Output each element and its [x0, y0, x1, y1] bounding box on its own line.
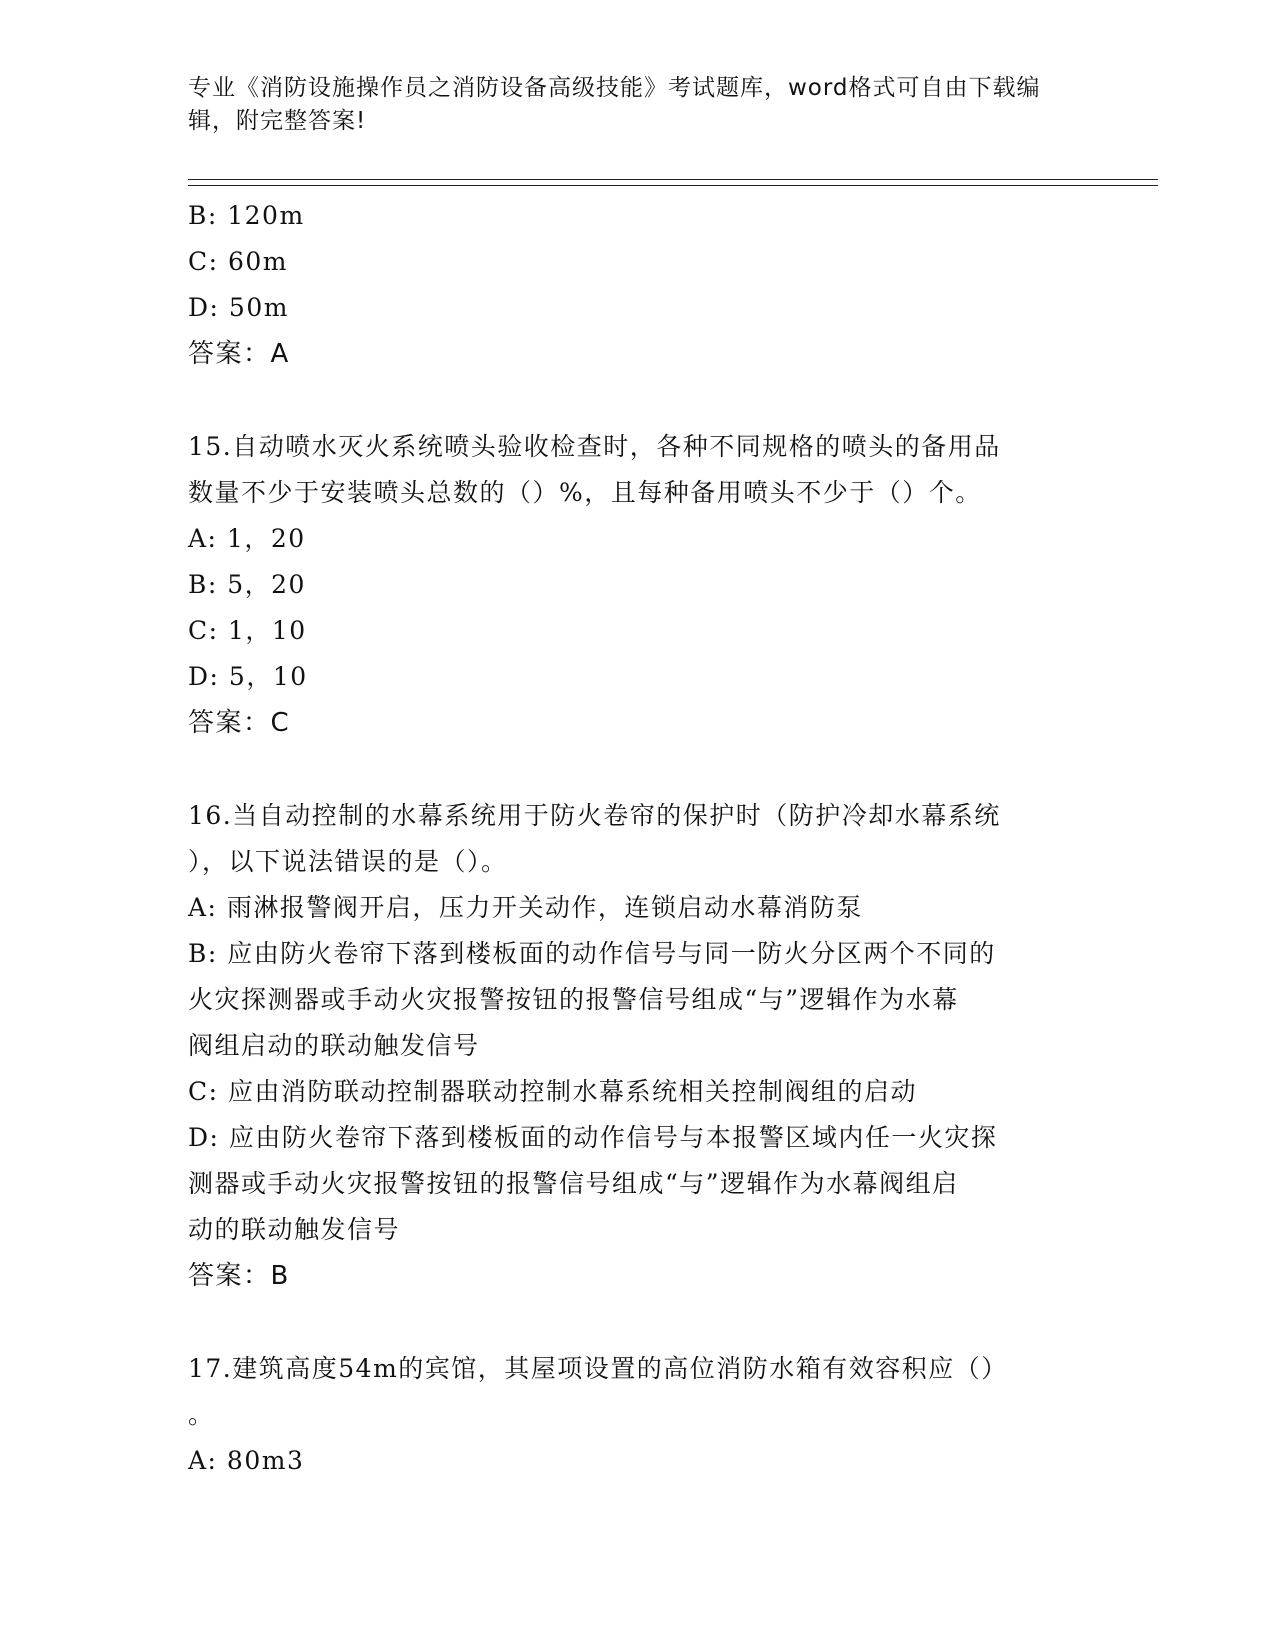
option-d: D: 50m: [188, 293, 289, 322]
option-b: B: 5，20: [188, 570, 306, 599]
question-15-line-1: 15.自动喷水灭火系统喷头验收检查时，各种不同规格的喷头的备用品: [188, 432, 1001, 461]
question-17-line-1: 17.建筑高度54m的宾馆，其屋项设置的高位消防水箱有效容积应（）: [188, 1354, 1008, 1383]
option-c: C: 应由消防联动控制器联动控制水幕系统相关控制阀组的启动: [188, 1077, 918, 1106]
option-c: C: 60m: [188, 247, 289, 276]
answer: 答案：C: [188, 708, 291, 738]
option-d-line-1: D: 应由防火卷帘下落到楼板面的动作信号与本报警区域内任一火灾探: [188, 1123, 998, 1152]
header-line-1: 专业《消防设施操作员之消防设备高级技能》考试题库，word格式可自由下载编: [188, 75, 1041, 101]
option-d-line-2: 测器或手动火灾报警按钮的报警信号组成“与”逻辑作为水幕阀组启: [188, 1169, 959, 1198]
option-a: A: 1，20: [188, 524, 306, 553]
question-16-line-1: 16.当自动控制的水幕系统用于防火卷帘的保护时（防护冷却水幕系统: [188, 801, 1001, 830]
option-c: C: 1，10: [188, 616, 307, 645]
header-divider-bottom: [188, 185, 1158, 186]
document-header: [188, 72, 1088, 138]
option-a: A: 80m3: [188, 1446, 305, 1475]
question-content: [188, 193, 1088, 1484]
question-17-line-2: 。: [188, 1400, 215, 1429]
option-a: A: 雨淋报警阀开启，压力开关动作，连锁启动水幕消防泵: [188, 893, 863, 922]
answer: 答案：B: [188, 1261, 290, 1291]
option-b-line-2: 火灾探测器或手动火灾报警按钮的报警信号组成“与”逻辑作为水幕: [188, 985, 959, 1014]
question-16-line-2: ），以下说法错误的是（）。: [188, 847, 508, 876]
option-b-line-3: 阀组启动的联动触发信号: [188, 1031, 480, 1060]
option-d-line-3: 动的联动触发信号: [188, 1215, 401, 1244]
question-15-line-2: 数量不少于安装喷头总数的（）%，且每种备用喷头不少于（）个。: [188, 478, 982, 507]
option-b-line-1: B: 应由防火卷帘下落到楼板面的动作信号与同一防火分区两个不同的: [188, 939, 996, 968]
option-b: B: 120m: [188, 201, 305, 230]
option-d: D: 5，10: [188, 662, 308, 691]
header-line-2: 辑，附完整答案!: [188, 108, 367, 134]
answer: 答案：A: [188, 339, 290, 369]
header-divider-top: [188, 179, 1158, 180]
